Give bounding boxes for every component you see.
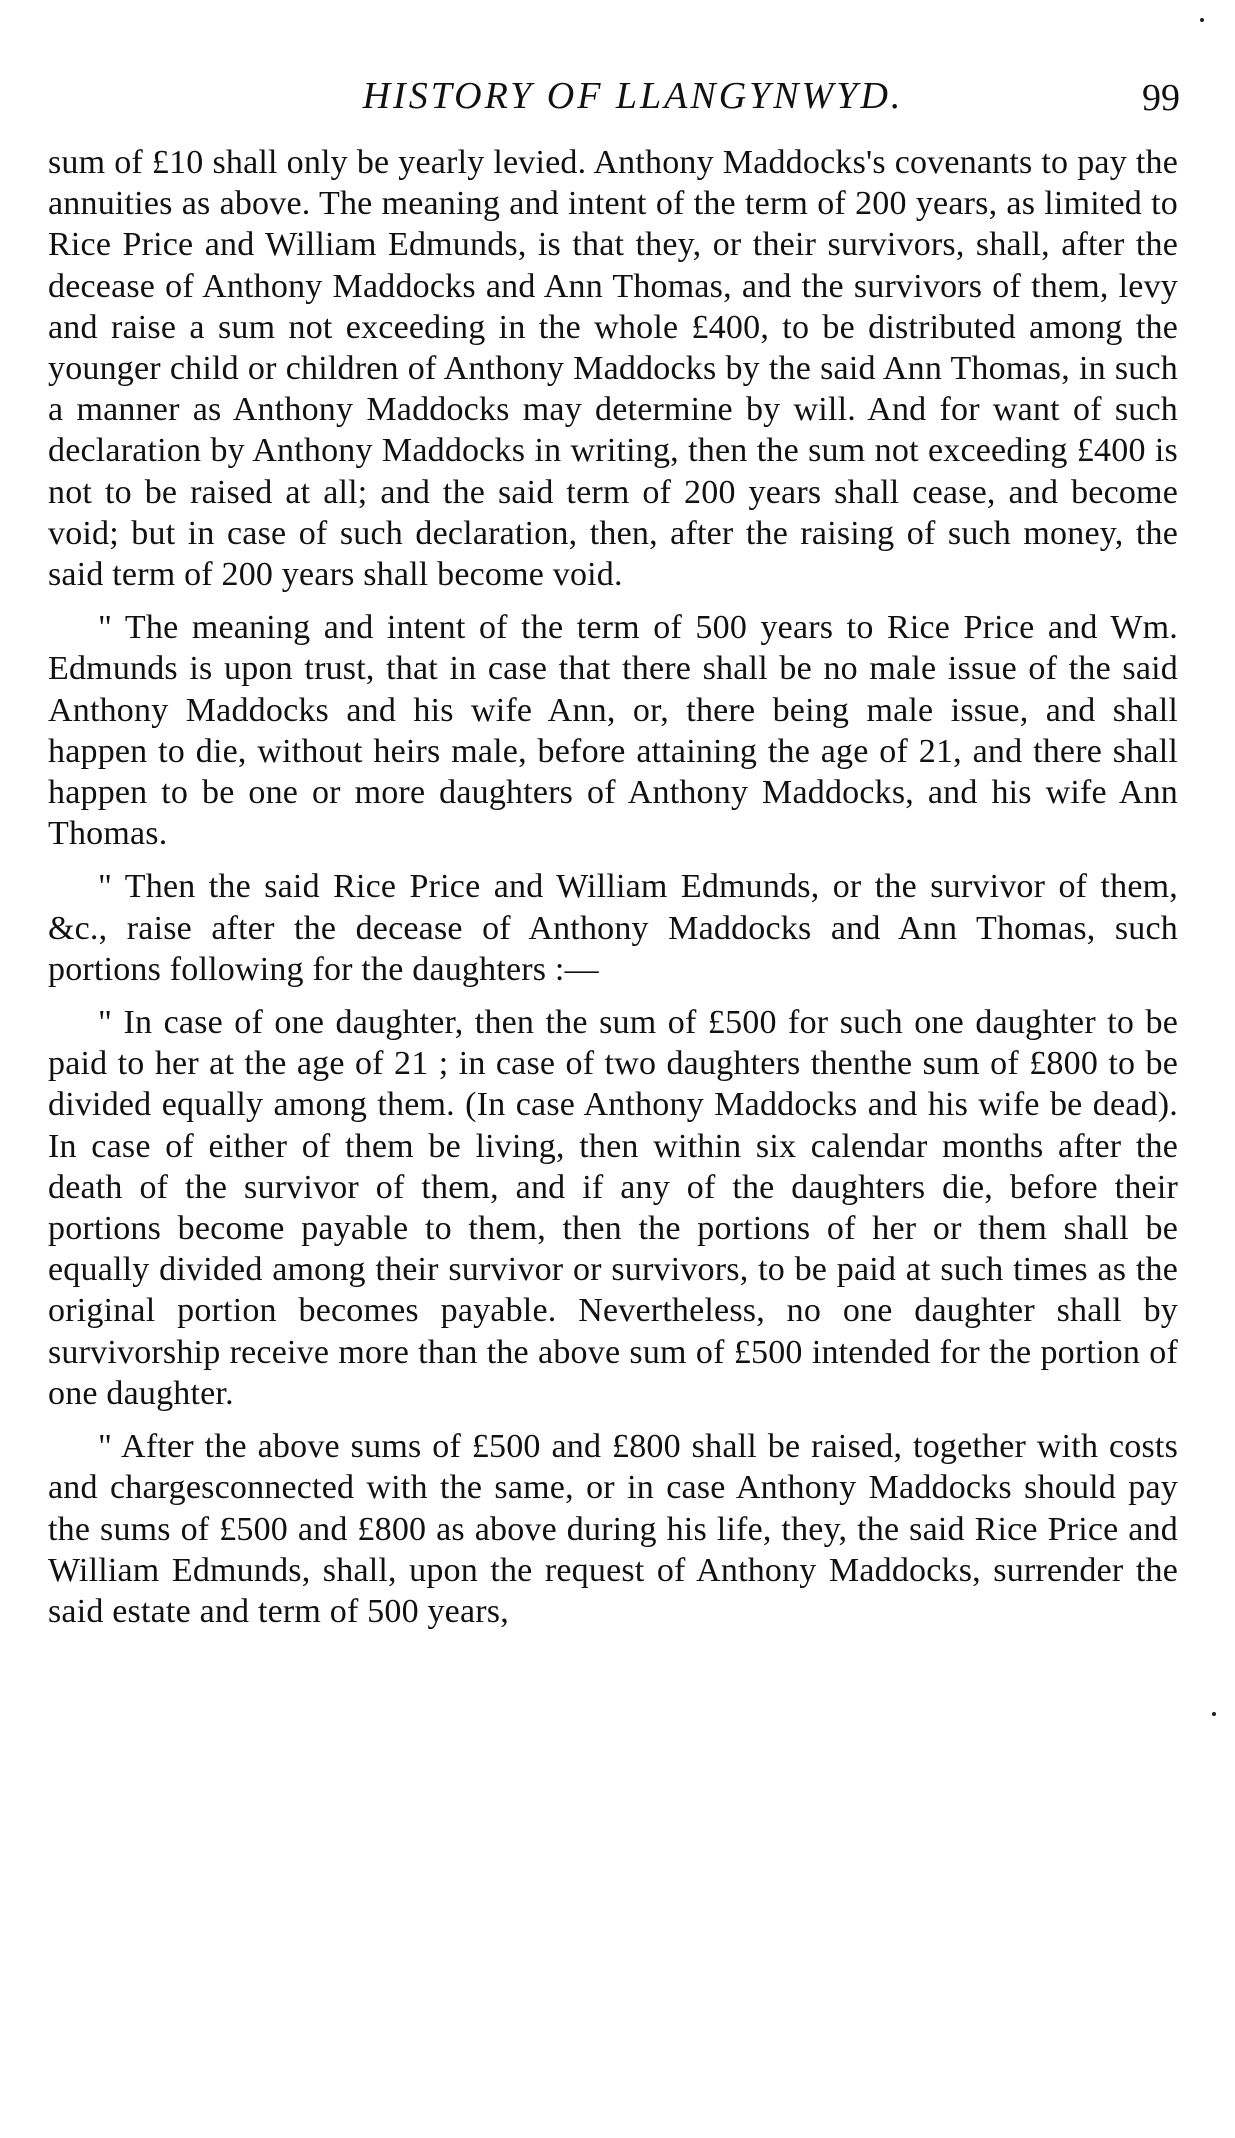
print-speck — [1200, 18, 1204, 22]
page-number: 99 — [1142, 77, 1180, 119]
paragraph: " After the above sums of £500 and £800 shall be raised, together with costs and chargesconnected with the same, or in case Anthony Maddocks should pay the sums of £500 and £800 as above during his life, they, the said Rice Price and William Edmunds, shall, upon the request of Anthony Maddocks, surrender the said estate and term of 500 years, — [48, 1428, 1178, 1630]
page-header — [48, 70, 1178, 142]
paragraph: " Then the said Rice Price and William Edmunds, or the survivor of them, &c., raise after the decease of Anthony Maddocks and Ann Thomas, such portions following for the daughters :— — [48, 868, 1178, 988]
book-page — [48, 70, 1178, 1644]
body-text — [48, 142, 1178, 1632]
paragraph: " In case of one daughter, then the sum of £500 for such one daughter to be paid to her at the age of 21 ; in case of two daughters thenthe sum of £800 to be divided equally among them. (In case Anthony Maddocks and his wife be dead). In case of either of them be living, then within six calendar months after the death of the survivor of them, and if any of the daughters die, before their portions become payable to them, then the portions of her or them shall be equally divided among their survivor or survivors, to be paid at such times as the original portion becomes payable. Nevertheless, no one daughter shall by survivorship receive more than the above sum of £500 intended for the portion of one daughter. — [48, 1004, 1178, 1412]
print-speck — [1212, 1712, 1216, 1716]
paragraph: sum of £10 shall only be yearly levied. Anthony Maddocks's covenants to pay the annuities as above. The meaning and intent of the term of 200 years, as limited to Rice Price and William Edmunds, is that they, or their survivors, shall, after the decease of Anthony Maddocks and Ann Thomas, and the survivors of them, levy and raise a sum not exceeding in the whole £400, to be distributed among the younger child or children of Anthony Maddocks by the said Ann Thomas, in such a manner as Anthony Maddocks may determine by will. And for want of such declaration by Anthony Maddocks in writing, then the sum not exceeding £400 is not to be raised at all; and the said term of 200 years shall cease, and become void; but in case of such declaration, then, after the raising of such money, the said term of 200 years shall become void. — [48, 144, 1178, 594]
paragraph: " The meaning and intent of the term of 500 years to Rice Price and Wm. Edmunds is upon trust, that in case that there shall be no male issue of the said Anthony Maddocks and his wife Ann, or, there being male issue, and shall happen to die, without heirs male, before attaining the age of 21, and there shall happen to be one or more daughters of Anthony Maddocks, and his wife Ann Thomas. — [48, 609, 1178, 853]
running-title: HISTORY OF LLANGYNWYD. — [362, 75, 904, 117]
